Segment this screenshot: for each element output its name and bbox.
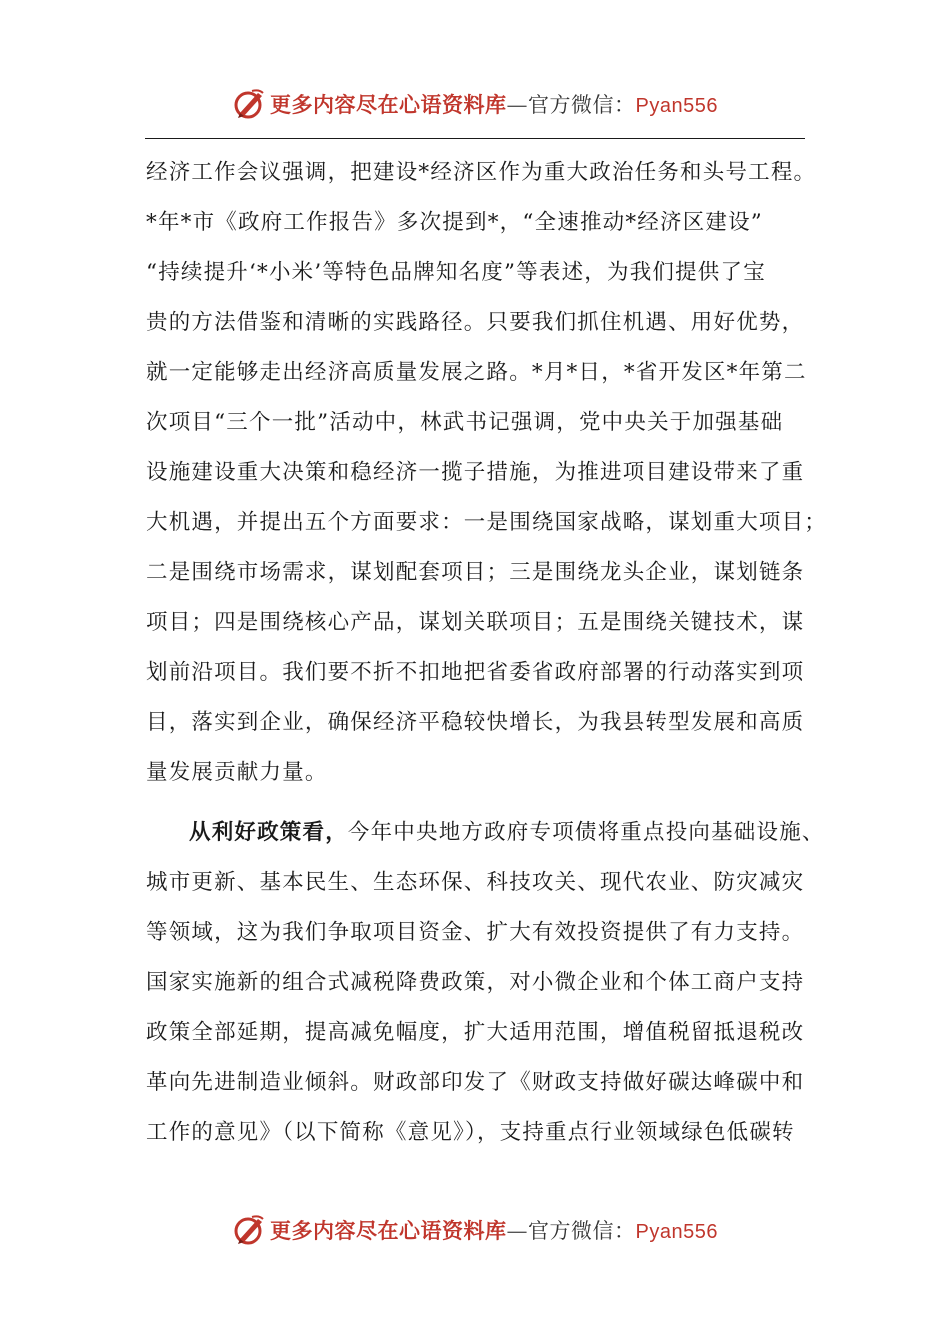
paragraph-1-line: 次项目“三个一批”活动中，林武书记强调，党中央关于加强基础 (146, 410, 784, 435)
header-banner-label: 官方微信： (528, 93, 636, 117)
paragraph-1-line: 就一定能够走出经济高质量发展之路。*月*日，*省开发区*年第二 (146, 360, 807, 385)
header-banner-main: 更多内容尽在心语资料库 (270, 92, 507, 117)
paragraph-2-line: 等领域，这为我们争取项目资金、扩大有效投资提供了有力支持。 (146, 920, 805, 945)
footer-banner (0, 1210, 950, 1250)
paragraph-2-line: 政策全部延期，提高减免幅度，扩大适用范围，增值税留抵退税改 (146, 1020, 805, 1045)
paragraph-1-line: *年*市《政府工作报告》多次提到*，“全速推动*经济区建设” (146, 210, 763, 235)
paragraph-2-line: 工作的意见》（以下简称《意见》），支持重点行业领域绿色低碳转 (146, 1120, 795, 1145)
paragraph-2-lead: 从利好政策看， (189, 820, 348, 845)
paragraph-1-line: 划前沿项目。我们要不折不扣地把省委省政府部署的行动落实到项 (146, 660, 805, 685)
paragraph-1-line: “持续提升‘*小米’等特色品牌知名度”等表述，为我们提供了宝 (146, 260, 766, 285)
pen-circle-logo-icon (232, 1213, 266, 1247)
footer-banner-text (270, 1215, 718, 1245)
pen-circle-logo-icon (232, 87, 266, 121)
paragraph-1-line: 设施建设重大决策和稳经济一揽子措施，为推进项目建设带来了重 (146, 460, 805, 485)
paragraph-1 (146, 148, 828, 798)
footer-banner-main: 更多内容尽在心语资料库 (270, 1218, 507, 1243)
paragraph-1-line: 项目；四是围绕核心产品，谋划关联项目；五是围绕关键技术，谋 (146, 610, 805, 635)
footer-banner-label: 官方微信： (528, 1219, 636, 1243)
paragraph-1-line: 二是围绕市场需求，谋划配套项目；三是围绕龙头企业，谋划链条 (146, 560, 805, 585)
paragraph-2-line: 革向先进制造业倾斜。财政部印发了《财政支持做好碳达峰碳中和 (146, 1070, 805, 1095)
header-banner-text (270, 89, 718, 119)
paragraph-2-line: 国家实施新的组合式减税降费政策，对小微企业和个体工商户支持 (146, 970, 805, 995)
header-banner-wechat-id: Pyan556 (635, 95, 718, 117)
paragraph-2-first-rest: 今年中央地方政府专项债将重点投向基础设施、 (347, 820, 825, 845)
paragraph-2-first-line (146, 808, 825, 858)
paragraph-1-line: 贵的方法借鉴和清晰的实践路径。只要我们抓住机遇、用好优势， (146, 310, 805, 335)
paragraph-1-line: 目，落实到企业，确保经济平稳较快增长，为我县转型发展和高质 (146, 710, 805, 735)
paragraph-2-line: 城市更新、基本民生、生态环保、科技攻关、现代农业、防灾减灾 (146, 870, 805, 895)
header-banner (0, 84, 950, 124)
footer-banner-separator: — (506, 1219, 529, 1243)
paragraph-1-line: 大机遇，并提出五个方面要求：一是围绕国家战略，谋划重大项目； (146, 510, 828, 535)
paragraph-1-line: 经济工作会议强调，把建设*经济区作为重大政治任务和头号工程。 (146, 160, 817, 185)
paragraph-2 (146, 808, 825, 1158)
paragraph-1-line: 量发展贡献力量。 (146, 760, 328, 785)
header-banner-separator: — (506, 93, 529, 117)
header-divider (145, 138, 805, 139)
footer-banner-wechat-id: Pyan556 (635, 1221, 718, 1243)
